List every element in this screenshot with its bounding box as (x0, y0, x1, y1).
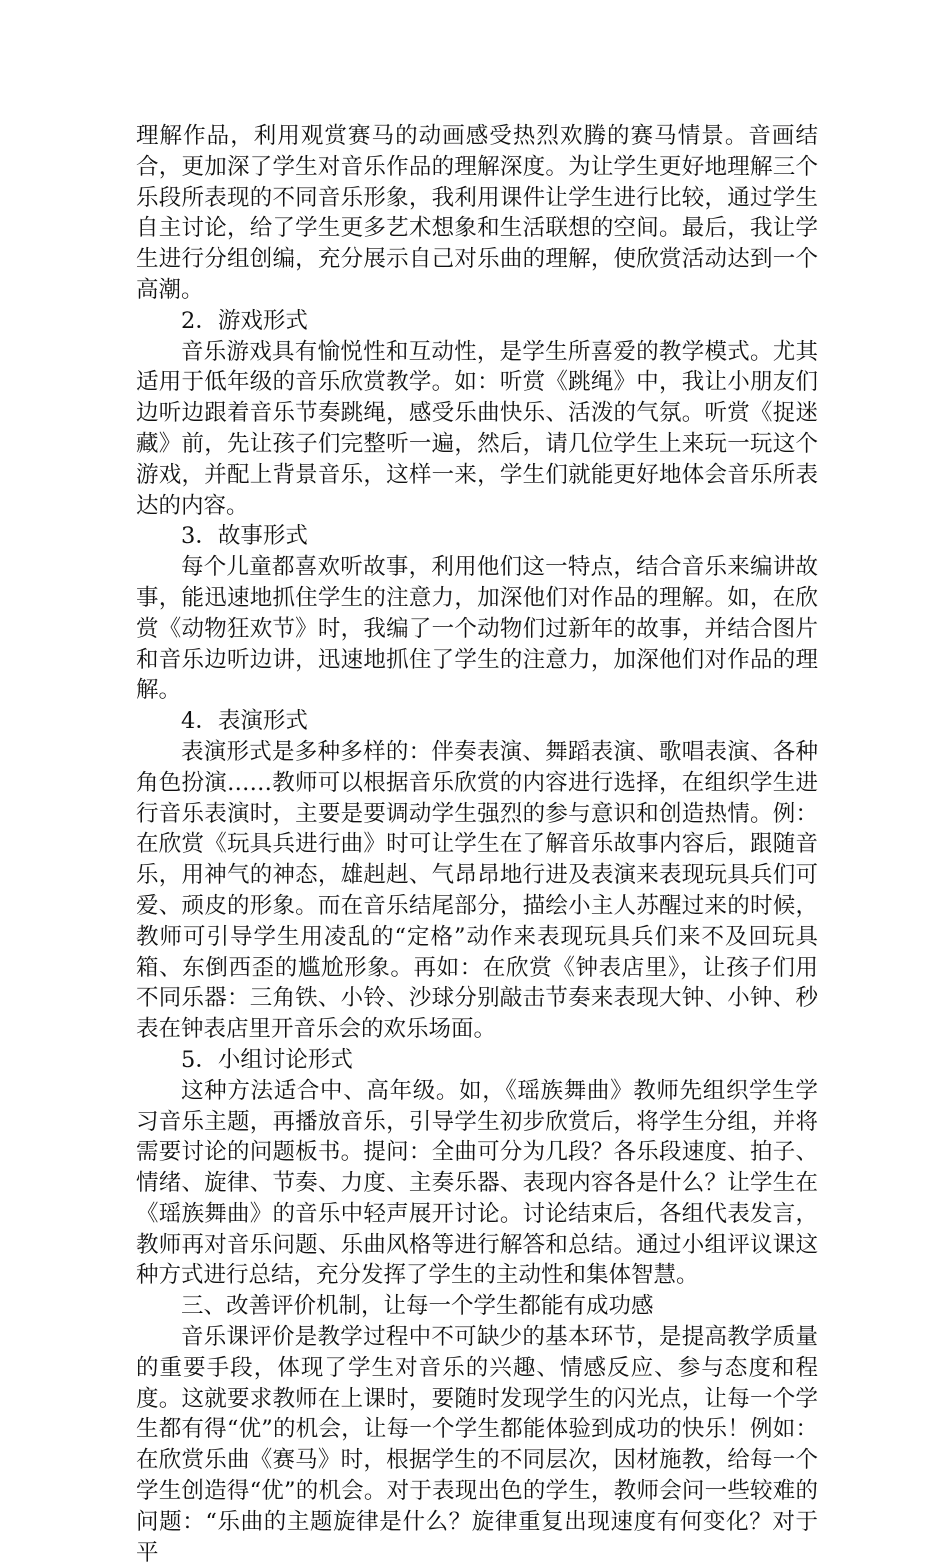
paragraph-continued: 理解作品，利用观赏赛马的动画感受热烈欢腾的赛马情景。音画结合，更加深了学生对音乐作品的理解深度。为让学生更好地理解三个乐段所表现的不同音乐形象，我利用课件让学生进行比较，通过学生自主讨论，给了学生更多艺术想象和生活联想的空间。最后，我让学生进行分组创编，充分展示自己对乐曲的理解，使欣赏活动达到一个高潮。 (136, 123, 818, 303)
document-body (136, 121, 818, 1568)
paragraph-game: 音乐游戏具有愉悦性和互动性，是学生所喜爱的教学模式。尤其适用于低年级的音乐欣赏教学。如：听赏《跳绳》中，我让小朋友们边听边跟着音乐节奏跳绳，感受乐曲快乐、活泼的气氛。听赏《捉迷藏》前，先让孩子们完整听一遍，然后，请几位学生上来玩一玩这个游戏，并配上背景音乐，这样一来，学生们就能更好地体会音乐所表达的内容。 (136, 338, 818, 519)
paragraph-evaluation: 音乐课评价是教学过程中不可缺少的基本环节，是提高教学质量的重要手段，体现了学生对音乐的兴趣、情感反应、参与态度和程度。这就要求教师在上课时，要随时发现学生的闪光点，让每一个学生都有得“优”的机会，让每一个学生都能体验到成功的快乐！例如：在欣赏乐曲《赛马》时，根据学生的不同层次，因材施教，给每一个学生创造得“优”的机会。对于表现出色的学生，教师会问一些较难的问题：“乐曲的主题旋律是什么？旋律重复出现速度有何变化？对于平 (136, 1324, 818, 1566)
paragraph-performance: 表演形式是多种多样的：伴奏表演、舞蹈表演、歌唱表演、各种角色扮演……教师可以根据音乐欣赏的内容进行选择，在组织学生进行音乐表演时，主要是要调动学生强烈的参与意识和创造热情。例：在欣赏《玩具兵进行曲》时可让学生在了解音乐故事内容后，跟随音乐，用神气的神态，雄赳赳、气昂昂地行进及表演来表现玩具兵们可爱、顽皮的形象。而在音乐结尾部分，描绘小主人苏醒过来的时候，教师可引导学生用凌乱的“定格”动作来表现玩具兵们来不及回玩具箱、东倒西歪的尴尬形象。再如：在欣赏《钟表店里》，让孩子们用不同乐器：三角铁、小铃、沙球分别敲击节奏来表现大钟、小钟、秒表在钟表店里开音乐会的欢乐场面。 (136, 738, 818, 1043)
section-heading-group-discussion: 5．小组讨论形式 (181, 1046, 353, 1073)
section-heading-story: 3．故事形式 (181, 523, 308, 550)
paragraph-group-discussion: 这种方法适合中、高年级。如，《瑶族舞曲》教师先组织学生学习音乐主题，再播放音乐，引导学生初步欣赏后，将学生分组，并将需要讨论的问题板书。提问：全曲可分为几段？各乐段速度、拍子、情绪、旋律、节奏、力度、主奏乐器、表现内容各是什么？让学生在《瑶族舞曲》的音乐中轻声展开讨论。讨论结束后，各组代表发言，教师再对音乐问题、乐曲风格等进行解答和总结。通过小组评议课这种方式进行总结，充分发挥了学生的主动性和集体智慧。 (136, 1077, 818, 1289)
section-heading-evaluation: 三、改善评价机制，让每一个学生都能有成功感 (181, 1293, 654, 1320)
section-heading-performance: 4．表演形式 (181, 708, 308, 735)
paragraph-story: 每个儿童都喜欢听故事，利用他们这一特点，结合音乐来编讲故事，能迅速地抓住学生的注意力，加深他们对作品的理解。如，在欣赏《动物狂欢节》时，我编了一个动物们过新年的故事，并结合图片和音乐边听边讲，迅速地抓住了学生的注意力，加深他们对作品的理解。 (136, 554, 818, 704)
section-heading-game: 2．游戏形式 (181, 307, 308, 334)
